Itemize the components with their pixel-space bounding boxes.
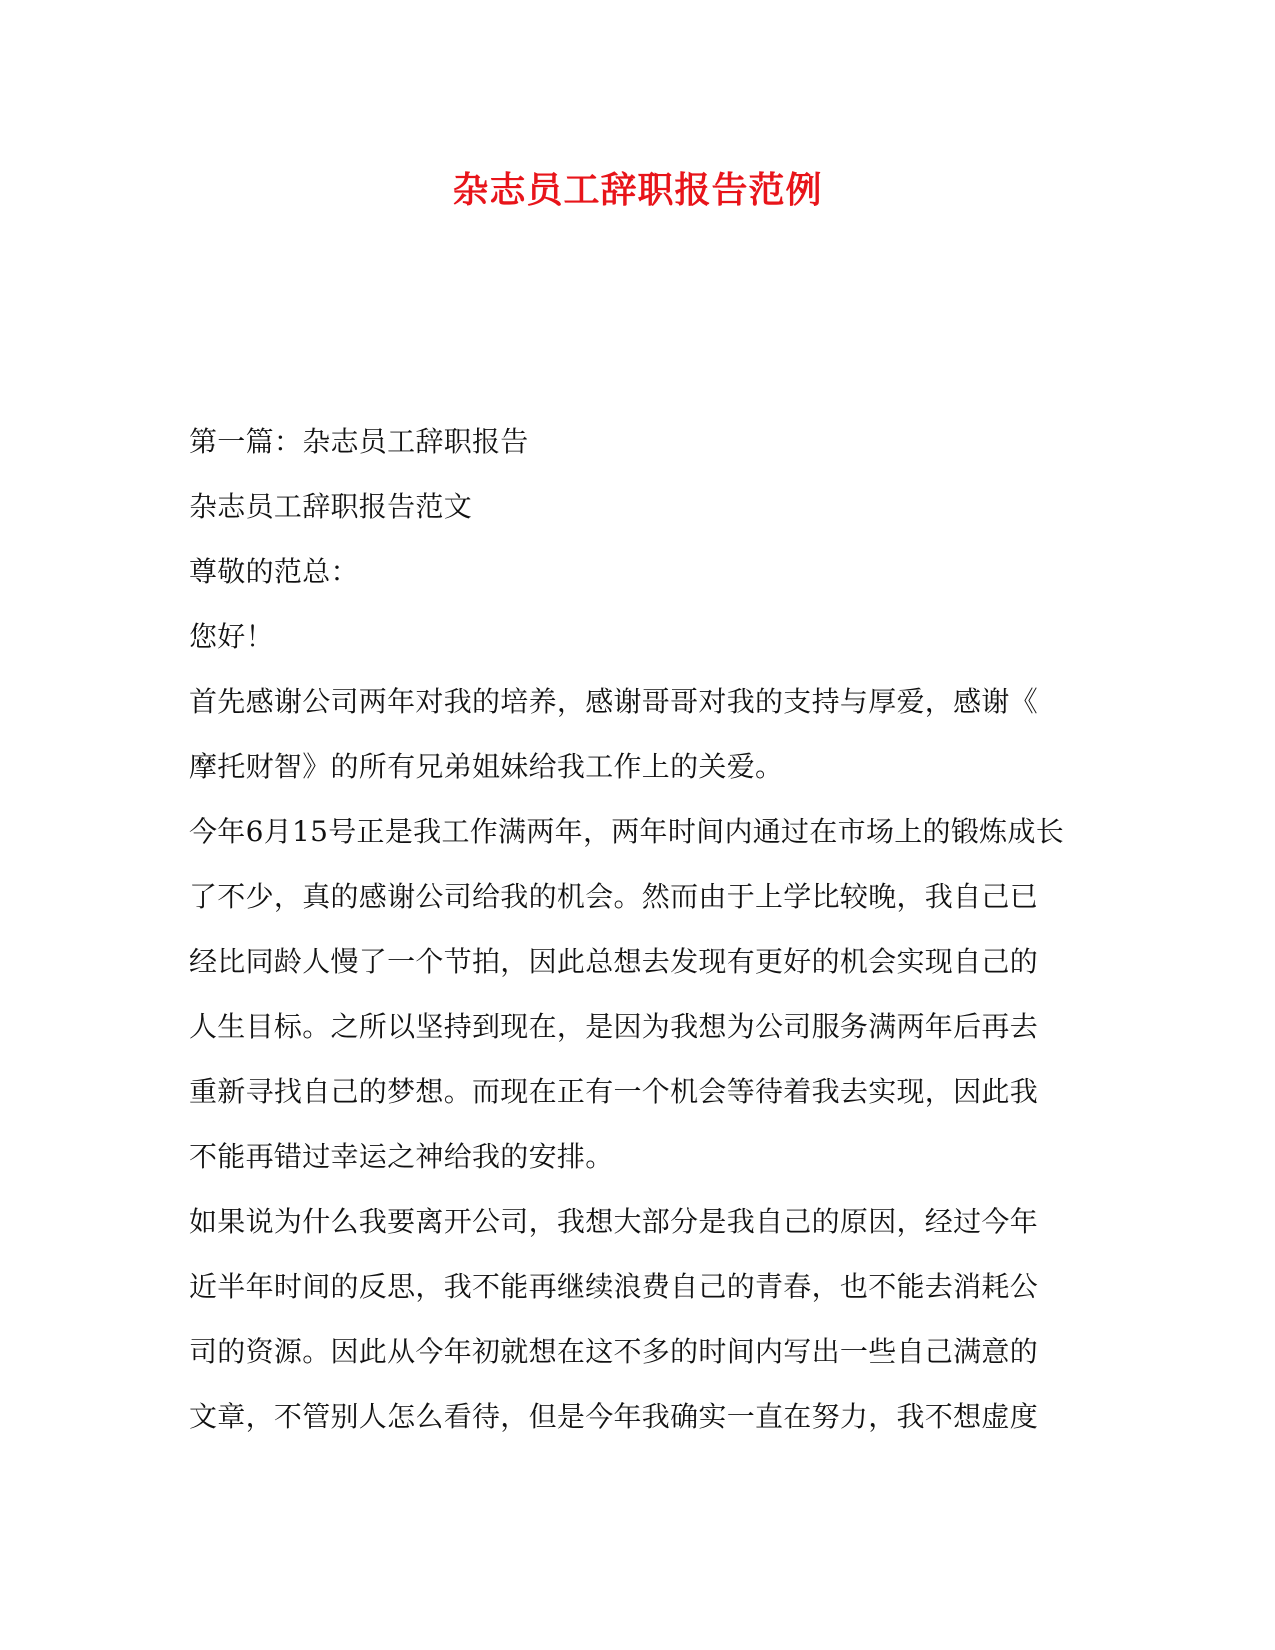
body-line: 如果说为什么我要离开公司，我想大部分是我自己的原因，经过今年	[189, 1205, 1039, 1238]
body-line: 首先感谢公司两年对我的培养，感谢哥哥对我的支持与厚爱，感谢《	[189, 685, 1039, 718]
body-line: 摩托财智》的所有兄弟姐妹给我工作上的关爱。	[189, 750, 784, 783]
body-line: 重新寻找自己的梦想。而现在正有一个机会等待着我去实现，因此我	[189, 1075, 1039, 1108]
body-line: 近半年时间的反思，我不能再继续浪费自己的青春，也不能去消耗公	[189, 1270, 1039, 1303]
body-line: 尊敬的范总：	[189, 555, 359, 588]
body-line: 文章，不管别人怎么看待，但是今年我确实一直在努力，我不想虚度	[189, 1400, 1039, 1433]
body-line: 经比同龄人慢了一个节拍，因此总想去发现有更好的机会实现自己的	[189, 945, 1039, 978]
document-body	[189, 409, 1079, 1449]
body-line: 人生目标。之所以坚持到现在，是因为我想为公司服务满两年后再去	[189, 1010, 1039, 1043]
body-line: 司的资源。因此从今年初就想在这不多的时间内写出一些自己满意的	[189, 1335, 1039, 1368]
body-line: 不能再错过幸运之神给我的安排。	[189, 1140, 614, 1173]
body-line: 您好！	[189, 620, 274, 653]
document-title: 杂志员工辞职报告范例	[452, 169, 823, 211]
body-line: 了不少，真的感谢公司给我的机会。然而由于上学比较晚，我自己已	[189, 880, 1039, 913]
body-line: 今年6月15号正是我工作满两年，两年时间内通过在市场上的锻炼成长	[189, 815, 1065, 848]
body-line: 第一篇：杂志员工辞职报告	[189, 425, 529, 458]
body-line: 杂志员工辞职报告范文	[189, 490, 473, 523]
